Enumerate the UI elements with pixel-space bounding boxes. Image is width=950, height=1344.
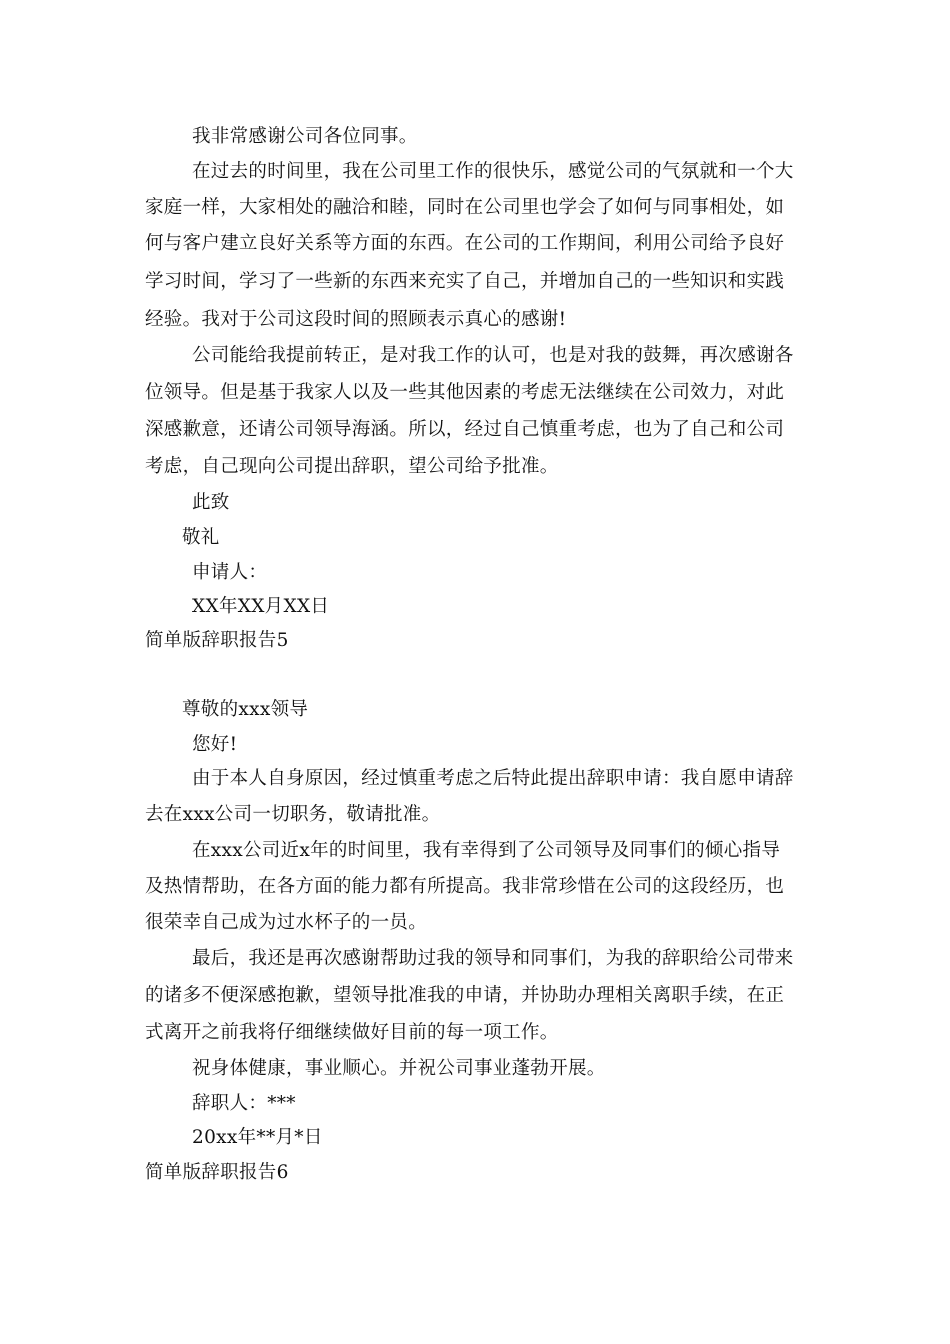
wishes-line: 祝身体健康，事业顺心。并祝公司事业蓬勃开展。	[192, 1058, 606, 1079]
greeting: 您好!	[192, 734, 238, 755]
paragraph-thanks-colleagues: 我非常感谢公司各位同事。	[192, 126, 418, 147]
closing-cizhi: 此致	[192, 492, 230, 513]
paragraph-promotion-line-2: 位领导。但是基于我家人以及一些其他因素的考虑无法继续在公司效力，对此	[145, 382, 785, 403]
paragraph-promotion-line-3: 深感歉意，还请公司领导海涵。所以，经过自己慎重考虑，也为了自己和公司	[145, 419, 785, 440]
salutation: 尊敬的xxx领导	[182, 699, 309, 720]
paragraph-experience-line-2: 及热情帮助，在各方面的能力都有所提高。我非常珍惜在公司的这段经历，也	[145, 876, 785, 897]
closing-jingli: 敬礼	[182, 527, 220, 548]
applicant-label: 申请人：	[192, 562, 268, 583]
paragraph-promotion-line-4: 考虑，自己现向公司提出辞职，望公司给予批准。	[145, 456, 559, 477]
paragraph-final-line-1: 最后，我还是再次感谢帮助过我的领导和同事们，为我的辞职给公司带来	[192, 948, 794, 969]
paragraph-past-time-line-2: 家庭一样，大家相处的融洽和睦，同时在公司里也学会了如何与同事相处，如	[145, 197, 785, 218]
paragraph-final-line-2: 的诸多不便深感抱歉，望领导批准我的申请，并协助办理相关离职手续，在正	[145, 985, 785, 1006]
letter-date: XX年XX月XX日	[192, 596, 330, 617]
paragraph-final-line-3: 式离开之前我将仔细继续做好目前的每一项工作。	[145, 1022, 559, 1043]
paragraph-promotion-line-1: 公司能给我提前转正，是对我工作的认可，也是对我的鼓舞，再次感谢各	[192, 345, 794, 366]
resignation-date: 20xx年**月*日	[192, 1127, 323, 1148]
paragraph-experience-line-1: 在xxx公司近x年的时间里，我有幸得到了公司领导及同事们的倾心指导	[192, 840, 781, 861]
section-heading-5: 简单版辞职报告5	[145, 630, 289, 651]
paragraph-reason-line-1: 由于本人自身原因，经过慎重考虑之后特此提出辞职申请：我自愿申请辞	[192, 768, 794, 789]
paragraph-past-time-line-3: 何与客户建立良好关系等方面的东西。在公司的工作期间，利用公司给予良好	[145, 233, 785, 254]
section-heading-6: 简单版辞职报告6	[145, 1162, 289, 1183]
resigner-signature: 辞职人：***	[192, 1093, 296, 1114]
paragraph-past-time-line-1: 在过去的时间里，我在公司里工作的很快乐，感觉公司的气氛就和一个大	[192, 161, 794, 182]
paragraph-reason-line-2: 去在xxx公司一切职务，敬请批准。	[145, 804, 441, 825]
paragraph-past-time-line-4: 学习时间，学习了一些新的东西来充实了自己，并增加自己的一些知识和实践	[145, 271, 785, 292]
paragraph-past-time-line-5: 经验。我对于公司这段时间的照顾表示真心的感谢!	[145, 309, 567, 330]
paragraph-experience-line-3: 很荣幸自己成为过水杯子的一员。	[145, 912, 428, 933]
